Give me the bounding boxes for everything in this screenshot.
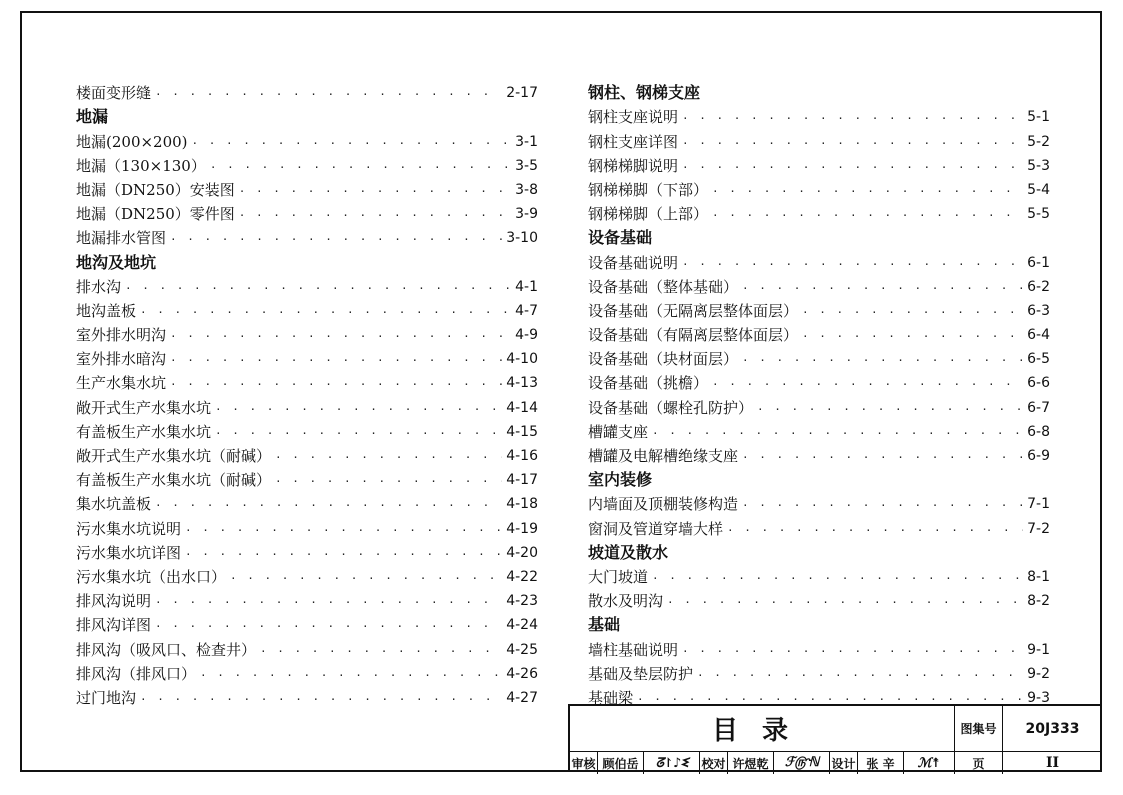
toc-entry-page: 8-2 — [1027, 593, 1050, 610]
toc-entry-page: 4-16 — [506, 448, 538, 464]
toc-section-heading — [588, 223, 1050, 247]
toc-entry-page: 5-1 — [1027, 109, 1050, 126]
toc-entry — [76, 344, 538, 368]
toc-entry-title: 排风沟说明 — [76, 592, 152, 611]
toc-entry — [76, 683, 538, 707]
toc-entry-title: 排风沟详图 — [76, 616, 152, 635]
dot-leader — [682, 137, 1023, 151]
toc-entry — [588, 344, 1050, 368]
toc-entry — [588, 513, 1050, 537]
toc-entry — [76, 659, 538, 683]
toc-entry — [76, 368, 538, 392]
dot-leader — [682, 258, 1023, 272]
toc-entry-title: 有盖板生产水集水坑 — [76, 422, 212, 441]
toc-entry — [76, 320, 538, 344]
toc-entry — [588, 586, 1050, 610]
toc-entry-title: 地漏(200×200) — [76, 132, 188, 151]
toc-entry-page: 4-7 — [515, 302, 538, 319]
toc-entry-title: 集水坑盖板 — [76, 495, 152, 514]
toc-section-heading — [76, 102, 538, 126]
dot-leader — [742, 499, 1023, 513]
toc-entry-title: 钢梯梯脚（上部） — [588, 205, 709, 224]
dot-leader — [215, 427, 502, 441]
toc-entry — [588, 296, 1050, 320]
toc-entry-page: 4-14 — [506, 399, 538, 416]
toc-entry — [588, 417, 1050, 441]
toc-entry-title: 散水及明沟 — [588, 592, 664, 611]
page-number: II — [1045, 755, 1060, 771]
toc-entry-page: 4-19 — [506, 520, 538, 537]
dot-leader — [727, 524, 1023, 538]
toc-entry-page: 6-7 — [1027, 399, 1050, 416]
toc-entry-title: 钢柱、钢梯支座 — [588, 83, 701, 103]
toc-entry-title: 排风沟（吸风口、检查井） — [76, 640, 257, 659]
toc-entry-title: 污水集水坑（出水口） — [76, 567, 227, 586]
toc-entry-title: 室外排水暗沟 — [76, 350, 167, 369]
toc-entry — [76, 465, 538, 489]
toc-entry-title: 设备基础（挑檐） — [588, 374, 709, 393]
toc-entry-title: 地漏（DN250）安装图 — [76, 180, 235, 199]
toc-entry-title: 窗洞及管道穿墙大样 — [588, 519, 724, 538]
toc-entry — [588, 247, 1050, 271]
toc-entry-page: 2-17 — [506, 85, 538, 102]
toc-section-heading — [76, 247, 538, 271]
dot-leader — [652, 427, 1023, 441]
toc-entry-title: 钢柱支座详图 — [588, 132, 679, 151]
toc-right-column — [588, 78, 1050, 707]
dot-leader — [697, 669, 1023, 683]
dot-leader — [155, 596, 502, 610]
dot-leader — [802, 330, 1023, 344]
dot-leader — [652, 572, 1023, 586]
reviewer-name: 顾伯岳 — [598, 752, 644, 774]
toc-entry — [588, 441, 1050, 465]
dot-leader — [170, 233, 502, 247]
toc-left-column — [76, 78, 538, 707]
toc-entry-title: 槽罐及电解槽绝缘支座 — [588, 447, 739, 465]
atlas-number-label: 图集号 — [955, 706, 1003, 751]
toc-entry-page: 3-9 — [515, 206, 538, 223]
toc-entry-page: 9-1 — [1027, 641, 1050, 658]
toc-entry-title: 设备基础（无隔离层整体面层） — [588, 301, 799, 320]
toc-entry-page: 6-8 — [1027, 423, 1050, 440]
dot-leader — [239, 209, 511, 223]
toc-entry-title: 室内装修 — [588, 470, 653, 490]
toc-entry-page: 3-8 — [515, 181, 538, 198]
toc-entry-page: 6-9 — [1027, 448, 1050, 464]
dot-leader — [230, 572, 502, 586]
toc-entry — [76, 126, 538, 150]
toc-entry-title: 设备基础（有隔离层整体面层） — [588, 326, 799, 345]
dot-leader — [742, 451, 1023, 465]
checker-signature: ℱ௹ℕ — [774, 752, 830, 774]
toc-entry-page: 4-27 — [506, 689, 538, 706]
toc-entry-title: 坡道及散水 — [588, 542, 669, 562]
toc-entry — [588, 151, 1050, 175]
dot-leader — [742, 282, 1023, 296]
dot-leader — [239, 185, 511, 199]
toc-entry-title: 钢梯梯脚（下部） — [588, 180, 709, 199]
toc-entry-title: 基础梁 — [588, 688, 634, 707]
dot-leader — [140, 693, 502, 707]
toc-entry-title: 有盖板生产水集水坑（耐碱） — [76, 471, 272, 490]
dot-leader — [170, 330, 511, 344]
toc-entry — [76, 78, 538, 102]
toc-section-heading — [588, 610, 1050, 634]
toc-entry-title: 地漏（DN250）零件图 — [76, 205, 235, 224]
toc-entry-title: 设备基础（螺栓孔防护） — [588, 398, 754, 417]
toc-entry — [588, 392, 1050, 416]
dot-leader — [155, 499, 502, 513]
toc-entry-page: 4-1 — [515, 278, 538, 295]
toc-entry-page: 5-5 — [1027, 206, 1050, 223]
toc-entry — [76, 586, 538, 610]
toc-entry-page: 6-1 — [1027, 254, 1050, 271]
toc-entry-title: 设备基础 — [588, 228, 653, 248]
atlas-number: 20J333 — [1025, 720, 1080, 737]
toc-entry — [76, 175, 538, 199]
toc-entry-page: 6-5 — [1027, 351, 1050, 368]
toc-entry-page: 6-6 — [1027, 375, 1050, 392]
toc-section-heading — [588, 465, 1050, 489]
toc-entry-page: 5-4 — [1027, 181, 1050, 198]
toc-entry-page: 6-2 — [1027, 278, 1050, 295]
toc-entry-title: 楼面变形缝 — [76, 84, 152, 103]
toc-entry-page: 4-10 — [506, 351, 538, 368]
toc-entry-page: 4-20 — [506, 544, 538, 561]
toc-entry-title: 过门地沟 — [76, 688, 137, 707]
designer-signature: ℳ↟ — [904, 752, 955, 774]
dot-leader — [742, 354, 1023, 368]
toc-entry-title: 钢梯梯脚说明 — [588, 156, 679, 175]
dot-leader — [275, 475, 502, 489]
toc-entry-title: 地漏排水管图 — [76, 229, 167, 248]
toc-entry — [76, 634, 538, 658]
toc-section-heading — [588, 538, 1050, 562]
toc-entry — [76, 199, 538, 223]
dot-leader — [682, 161, 1023, 175]
dot-leader — [682, 112, 1023, 126]
dot-leader — [185, 524, 502, 538]
toc-entry-title: 地漏 — [76, 107, 109, 127]
toc-entry-title: 钢柱支座说明 — [588, 108, 679, 127]
dot-leader — [757, 403, 1023, 417]
dot-leader — [170, 354, 502, 368]
dot-leader — [155, 620, 502, 634]
review-label: 审核 — [570, 752, 598, 774]
toc-entry-title: 地漏（130×130） — [76, 156, 206, 175]
toc-entry-title: 排水沟 — [76, 277, 122, 296]
toc-entry-title: 墙柱基础说明 — [588, 640, 679, 659]
dot-leader — [185, 548, 502, 562]
toc-entry-page: 3-5 — [515, 157, 538, 174]
title-block — [568, 704, 1102, 772]
toc-entry — [588, 126, 1050, 150]
toc-entry — [588, 102, 1050, 126]
toc-entry-page: 4-15 — [506, 423, 538, 440]
toc-entry-page: 7-1 — [1027, 496, 1050, 513]
dot-leader — [667, 596, 1023, 610]
toc-entry — [76, 272, 538, 296]
dot-leader — [210, 161, 511, 175]
toc-entry — [588, 659, 1050, 683]
toc-entry-page: 4-18 — [506, 496, 538, 513]
toc-entry-page: 4-26 — [506, 665, 538, 682]
dot-leader — [260, 645, 502, 659]
toc-entry-title: 生产水集水坑 — [76, 374, 167, 393]
toc-section-heading — [588, 78, 1050, 102]
checker-name: 许煜乾 — [728, 752, 774, 774]
toc-entry — [588, 320, 1050, 344]
dot-leader — [200, 669, 502, 683]
toc-entry-page: 6-4 — [1027, 327, 1050, 344]
toc-entry-title: 基础及垫层防护 — [588, 664, 694, 683]
toc-entry — [76, 296, 538, 320]
toc-entry-title: 大门坡道 — [588, 567, 649, 586]
toc-entry — [588, 562, 1050, 586]
toc-entry-title: 地沟及地坑 — [76, 252, 157, 272]
toc-entry-title: 内墙面及顶棚装修构造 — [588, 495, 739, 514]
dot-leader — [712, 378, 1023, 392]
toc-entry-title: 设备基础（整体基础） — [588, 277, 739, 296]
toc-entry-title: 设备基础说明 — [588, 253, 679, 272]
toc-entry — [76, 417, 538, 441]
page-label: 页 — [955, 752, 1003, 774]
dot-leader — [275, 451, 502, 465]
toc-entry-page: 9-2 — [1027, 665, 1050, 682]
dot-leader — [155, 88, 502, 102]
toc-entry-page: 4-23 — [506, 593, 538, 610]
dot-leader — [215, 403, 502, 417]
toc-entry-page: 9-3 — [1027, 689, 1050, 706]
toc-entry — [588, 634, 1050, 658]
toc-entry — [76, 223, 538, 247]
toc-entry — [76, 538, 538, 562]
toc-entry-title: 基础 — [588, 615, 621, 635]
dot-leader — [802, 306, 1023, 320]
toc-entry-title: 敞开式生产水集水坑 — [76, 398, 212, 417]
toc-entry-page: 6-3 — [1027, 302, 1050, 319]
toc-entry — [76, 562, 538, 586]
toc-entry — [76, 441, 538, 465]
toc-entry — [588, 489, 1050, 513]
toc-entry — [588, 272, 1050, 296]
toc-entry-title: 敞开式生产水集水坑（耐碱） — [76, 447, 272, 465]
dot-leader — [712, 209, 1023, 223]
toc-entry-page: 7-2 — [1027, 520, 1050, 537]
dot-leader — [712, 185, 1023, 199]
toc-entry-page: 3-1 — [515, 133, 538, 150]
dot-leader — [140, 306, 511, 320]
toc-entry — [76, 610, 538, 634]
check-label: 校对 — [700, 752, 728, 774]
toc-entry-page: 4-9 — [515, 327, 538, 344]
toc-entry-title: 地沟盖板 — [76, 301, 137, 320]
toc-entry-title: 室外排水明沟 — [76, 326, 167, 345]
toc-entry — [76, 151, 538, 175]
reviewer-signature: ᘔ↾♪ᓬ — [644, 752, 700, 774]
toc-entry — [588, 199, 1050, 223]
toc-entry-page: 4-25 — [506, 641, 538, 658]
toc-entry — [76, 392, 538, 416]
toc-entry-page: 4-22 — [506, 568, 538, 585]
toc-entry — [76, 489, 538, 513]
toc-entry — [76, 513, 538, 537]
title-block-title: 目录 — [570, 706, 955, 751]
toc-entry — [588, 368, 1050, 392]
dot-leader — [125, 282, 511, 296]
dot-leader — [192, 137, 512, 151]
toc-entry-page: 4-17 — [506, 472, 538, 489]
toc-entry-title: 排风沟（排风口） — [76, 664, 197, 683]
toc-entry-title: 槽罐支座 — [588, 422, 649, 441]
toc-entry-title: 设备基础（块材面层） — [588, 350, 739, 369]
toc-entry-page: 3-10 — [506, 230, 538, 247]
toc-entry-page: 5-2 — [1027, 133, 1050, 150]
toc-entry-page: 8-1 — [1027, 568, 1050, 585]
design-label: 设计 — [830, 752, 858, 774]
toc-entry-title: 污水集水坑详图 — [76, 543, 182, 562]
toc-entry-page: 5-3 — [1027, 157, 1050, 174]
dot-leader — [682, 645, 1023, 659]
toc-entry-page: 4-24 — [506, 617, 538, 634]
dot-leader — [170, 378, 502, 392]
designer-name: 张 辛 — [858, 752, 904, 774]
toc-entry-title: 污水集水坑说明 — [76, 519, 182, 538]
toc-entry-page: 4-13 — [506, 375, 538, 392]
toc-entry — [588, 175, 1050, 199]
